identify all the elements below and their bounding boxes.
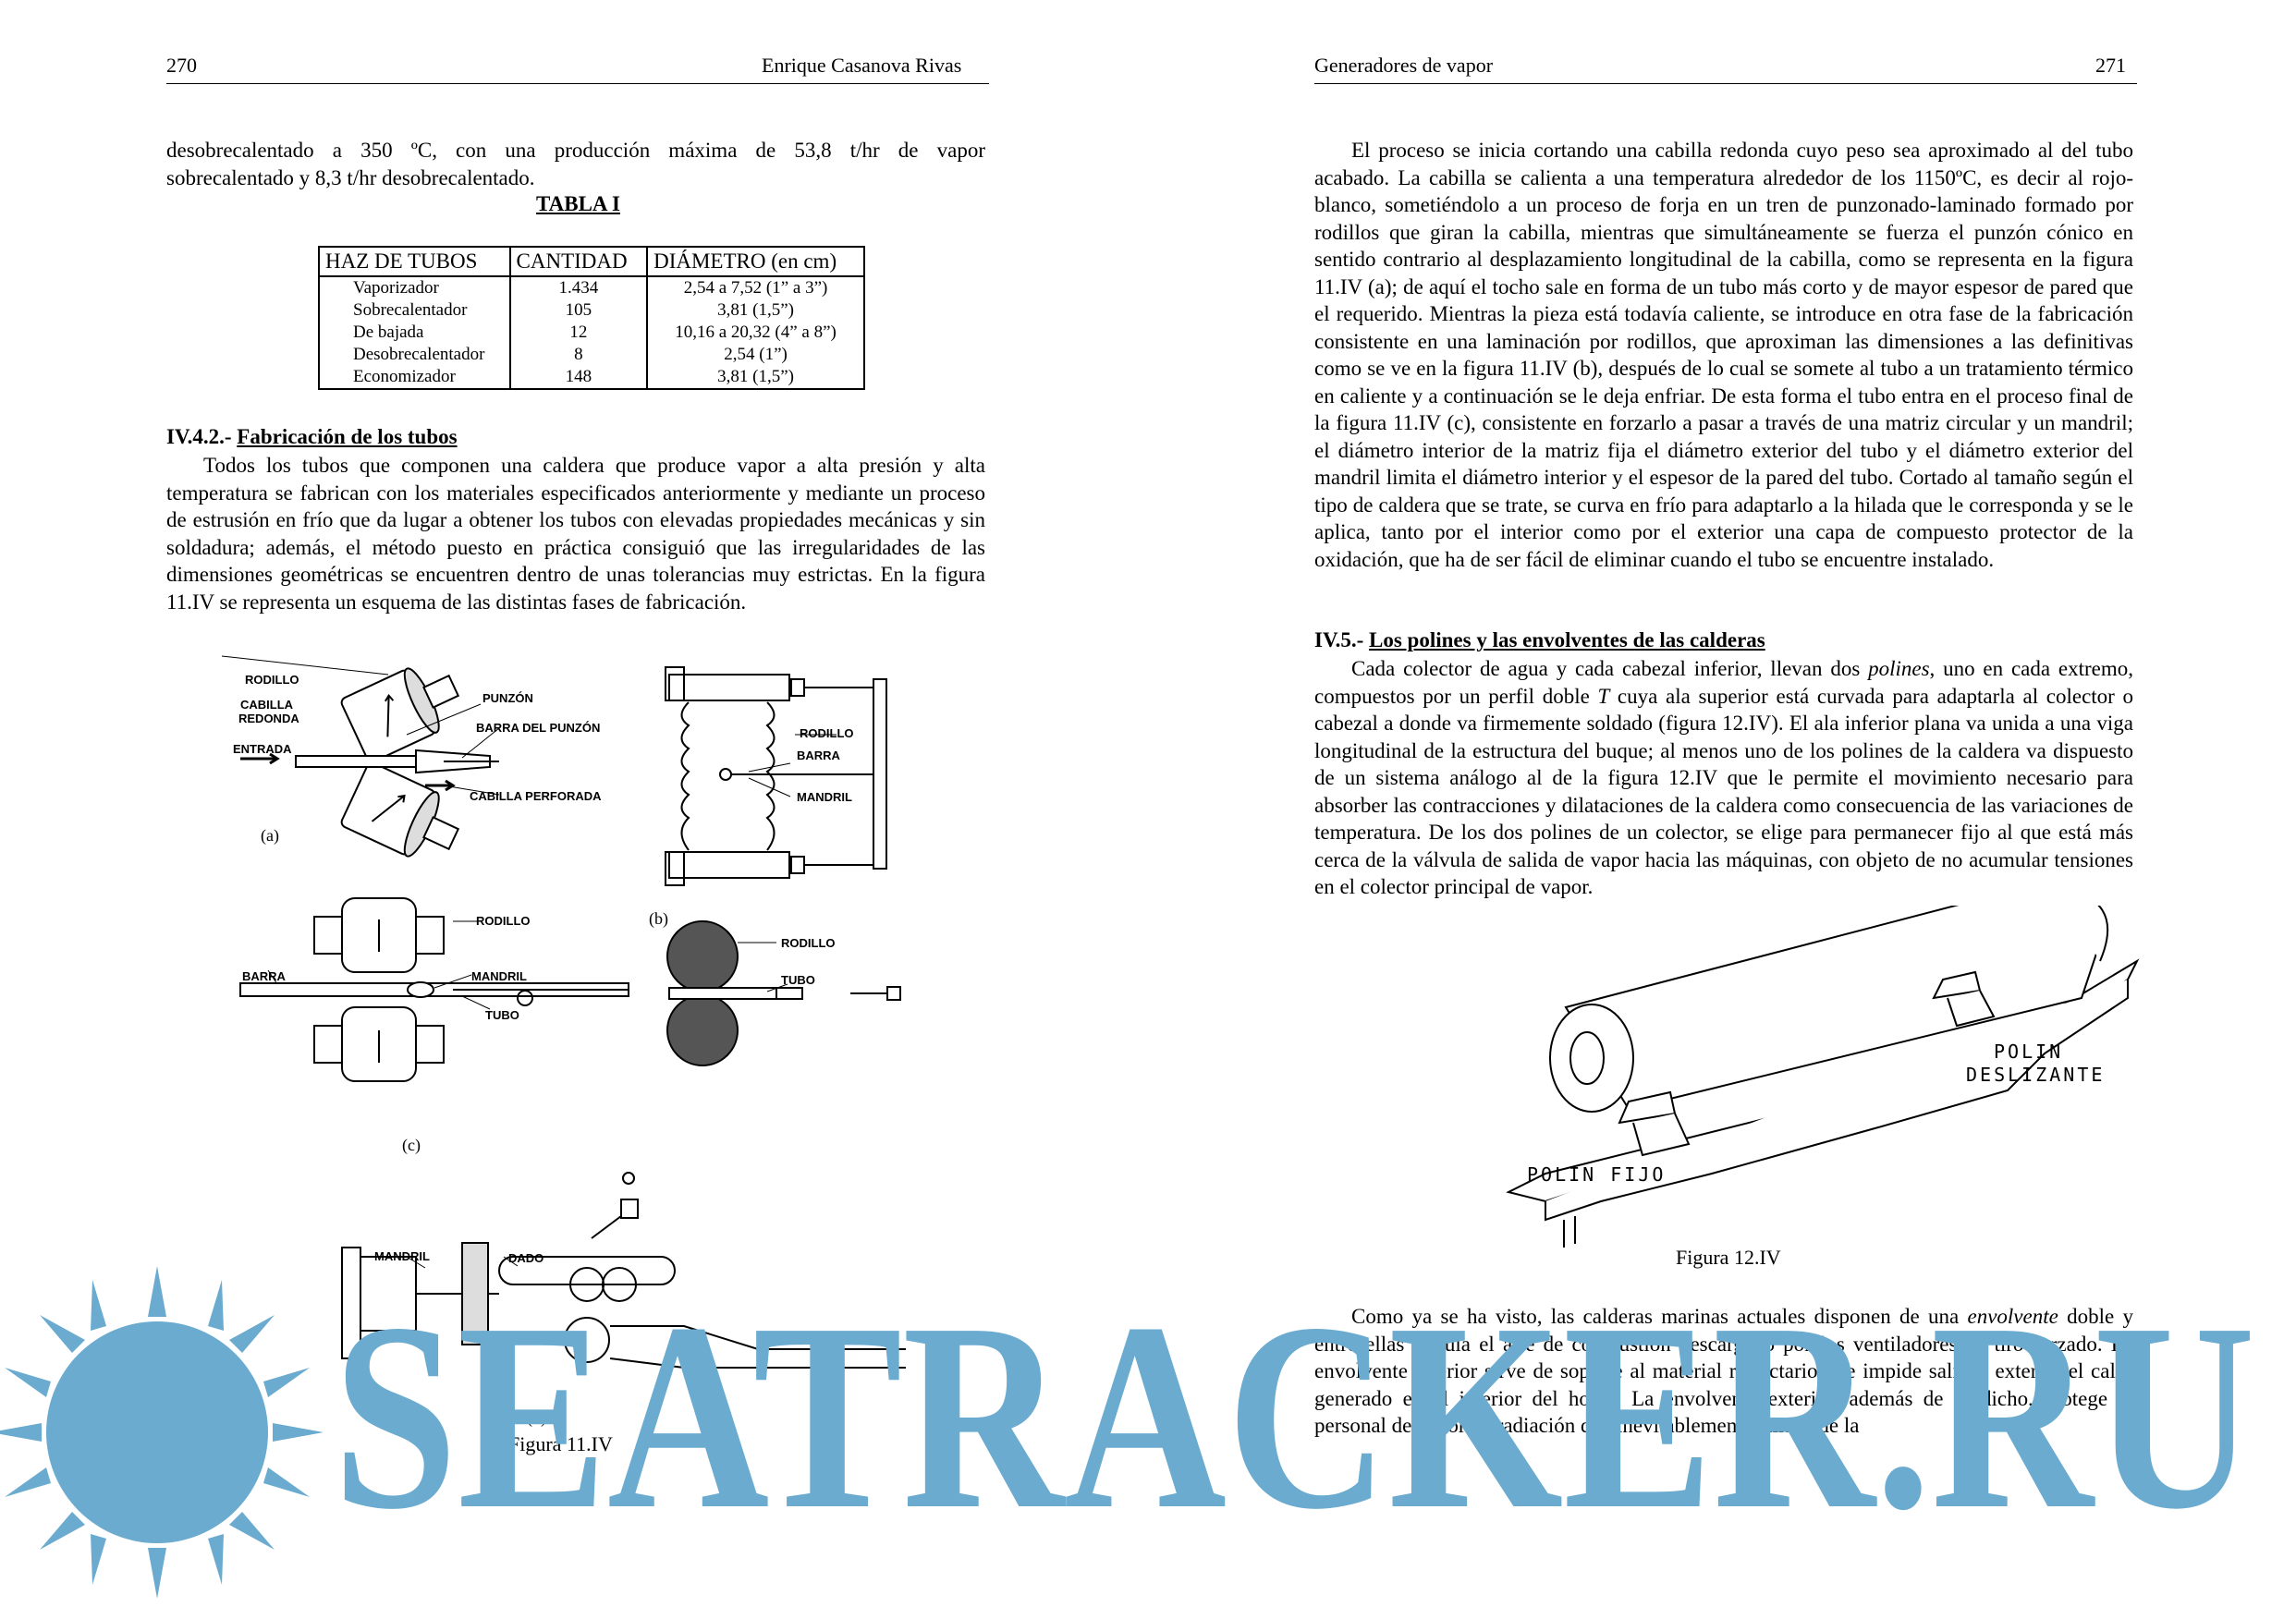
watermark [0,1229,2296,1617]
section-heading-polines: IV.5.- Los polines y las envolventes de las calderas [1314,628,1765,651]
fig-label: MANDRIL [374,1249,430,1263]
intro-line-1: desobrecalentado a 350 ºC, con una producción máxima de 53,8 t/hr de vapor [166,139,985,162]
table-header-row [319,247,864,276]
table-title: TABLA I [536,192,620,215]
fig-label-fixed: POLIN FIJO [1527,1163,1667,1186]
figure-12-iv [1490,906,2156,1257]
table-cell: Sobrecalentador [319,299,510,322]
figure-part-b [666,667,886,885]
table-row [319,366,864,389]
table-cell: De bajada [319,322,510,344]
fig-label: REDONDA [238,712,299,725]
fig-label: BARRA DEL PUNZÓN [476,721,601,735]
fig-label: TUBO [781,973,815,987]
table-cell: 10,16 a 20,32 (4” a 8”) [647,322,864,344]
figure-caption-12: Figura 12.IV [1676,1246,1781,1269]
page-number-right: 271 [2095,54,2126,77]
table-cell: Vaporizador [319,276,510,299]
fig-part-label: (a) [261,826,279,845]
tube-table [318,246,865,390]
fig-label-sliding: DESLIZANTE [1966,1064,2106,1086]
table-row [319,299,864,322]
figure-caption-11: Figura 11.IV [508,1432,613,1455]
figure-part-c [240,898,629,1081]
page-number-left: 270 [166,54,197,77]
table-row [319,344,864,366]
table-cell: 105 [510,299,648,322]
fig-label: RODILLO [800,726,854,740]
fig-label: RODILLO [245,673,299,687]
table-row [319,322,864,344]
running-head-author: Enrique Casanova Rivas [762,54,962,77]
table-cell: Desobrecalentador [319,344,510,366]
table-cell: 12 [510,322,648,344]
table-row [319,276,864,299]
fig-label: DADO [508,1251,544,1265]
table-header: HAZ DE TUBOS [319,247,510,276]
polines-text: Cada colector de agua y cada cabezal inferior, llevan dos polines, uno en cada extremo, compuestos por un perfil doble T cuya ala superior está curvada para adaptarla al colector o cabezal a donde va firmemente soldado (figura 12.IV). El ala inferior plana va unida a una viga longitudinal de la estructura del buque; al menos uno de los polines de la caldera va dispuesto de un sistema análogo al de la figura 12.IV que le permite el movimiento necesario para absorber las contracciones y dilataciones de la caldera como consecuencia de las variaciones de temperatura. De los dos polines de un colector, se elige para permanecer fijo al que está más cerca de la válvula de salida de vapor hacia las máquinas, con objeto de no acumular tensiones en el colector principal de vapor. [1314,657,2133,898]
table-cell: 2,54 (1”) [647,344,864,366]
fig-label: PUNZÓN [482,691,533,705]
fabricacion-paragraph [166,452,985,615]
fabricacion-text: Todos los tubos que componen una caldera que produce vapor a alta presión y alta temperatura se fabrican con los materiales especificados anteriormente y mediante un proceso de estrusión en frío que da lugar a obtener los tubos con elevadas propiedades mecánicas y sin soldadura; además, el método puesto en práctica consiguió que las irregularidades de las dimensiones geométricas se encuentren dentro de unas tolerancias muy estrictas. En la figura 11.IV se representa un esquema de las distintas fases de fabricación. [166,454,985,614]
intro-line-2: sobrecalentado y 8,3 t/hr desobrecalentado. [166,165,535,189]
proceso-paragraph [1314,137,2133,573]
fig-part-label: (b) [649,909,668,928]
fig-label: RODILLO [476,914,531,928]
table-cell: 3,81 (1,5”) [647,299,864,322]
proceso-text: El proceso se inicia cortando una cabilla redonda cuyo peso sea aproximado al del tubo acabado. La cabilla se calienta a una temperatura alrededor de los 1150ºC, es decir al rojo-blanco, sometiéndolo a un proceso de forja en un tren de punzonado-laminado formado por rodillos que giran la cabilla, mientras que simultáneamente se fuerza el punzón cónico en sentido contrario al desplazamiento longitudinal de la cabilla, como se representa en la figura 11.IV (a); de aquí el tocho sale en forma de un tubo más corto y de mayor espesor de pared que el requerido. Mientras la pieza está todavía caliente, se introduce en otra fase de la fabricación consistente en una laminación por rodillos, que aproximan las dimensiones a las definitivas como se ve en la figura 11.IV (b), después de lo cual se somete al tubo a un tratamiento térmico en caliente y a continuación se le deja enfriar. De esta forma el tubo entra en el proceso final de la figura 11.IV (c), consistente en forzarlo a pasar a través de una matriz circular y un mandril; el diámetro interior de la matriz fija el diámetro exterior del tubo y el diámetro exterior del mandril limita el diámetro interior y el espesor de la pared del tubo. Cortado al tamaño según el tipo de caldera que se trate, se curva en frío para adaptarlo a la hilada que le corresponda y se le aplica, tanto por el interior como por el exterior una capa de compuesto protector de la oxidación, que ha de ser fácil de eliminar cuando el tubo se encuentre instalado. [1314,139,2133,571]
fig-label: MANDRIL [797,790,852,804]
polines-paragraph [1314,655,2133,901]
fig-label: CABILLA [240,698,294,712]
fig-part-label: (d) [527,1408,546,1427]
header-rule-left [166,83,989,84]
table-cell: 148 [510,366,648,389]
watermark-text: SEATRACKER.RU [333,1268,2255,1564]
table-cell: 2,54 a 7,52 (1” a 3”) [647,276,864,299]
table-header: DIÁMETRO (en cm) [647,247,864,276]
header-rule-right [1314,83,2137,84]
fig-label: MANDRIL [471,969,527,983]
fig-label: BARRA [242,969,286,983]
envolvente-text: Como ya se ha visto, las calderas marinas actuales disponen de una envolvente doble y entre ellas circula el aire de combustión descargado por los ventiladores de tiro forzado. La envolvente interior sirve de soporte al material refractario que impide salir al exterior el calor generado en el interior del hogar. La envolvente exterior, además de lo dicho, protege al personal del calor de radiación que inevitablemente emana de la [1314,1305,2133,1437]
fig-label-sliding: POLIN [1994,1041,2064,1063]
table-cell: Economizador [319,366,510,389]
intro-paragraph [166,137,985,191]
sun-icon [0,1266,324,1599]
fig-label: ENTRADA [233,742,292,756]
fig-part-label: (c) [402,1136,421,1154]
fig-label: CABILLA PERFORADA [470,789,602,803]
table-cell: 8 [510,344,648,366]
running-head-title: Generadores de vapor [1314,54,1494,77]
table-header: CANTIDAD [510,247,648,276]
fig-label: TUBO [485,1008,519,1022]
fig-label: BARRA [797,749,840,762]
section-heading-fabricacion: IV.4.2.- Fabricación de los tubos [166,425,458,448]
table-cell: 1.434 [510,276,648,299]
fig-label: RODILLO [781,936,836,950]
table-cell: 3,81 (1,5”) [647,366,864,389]
